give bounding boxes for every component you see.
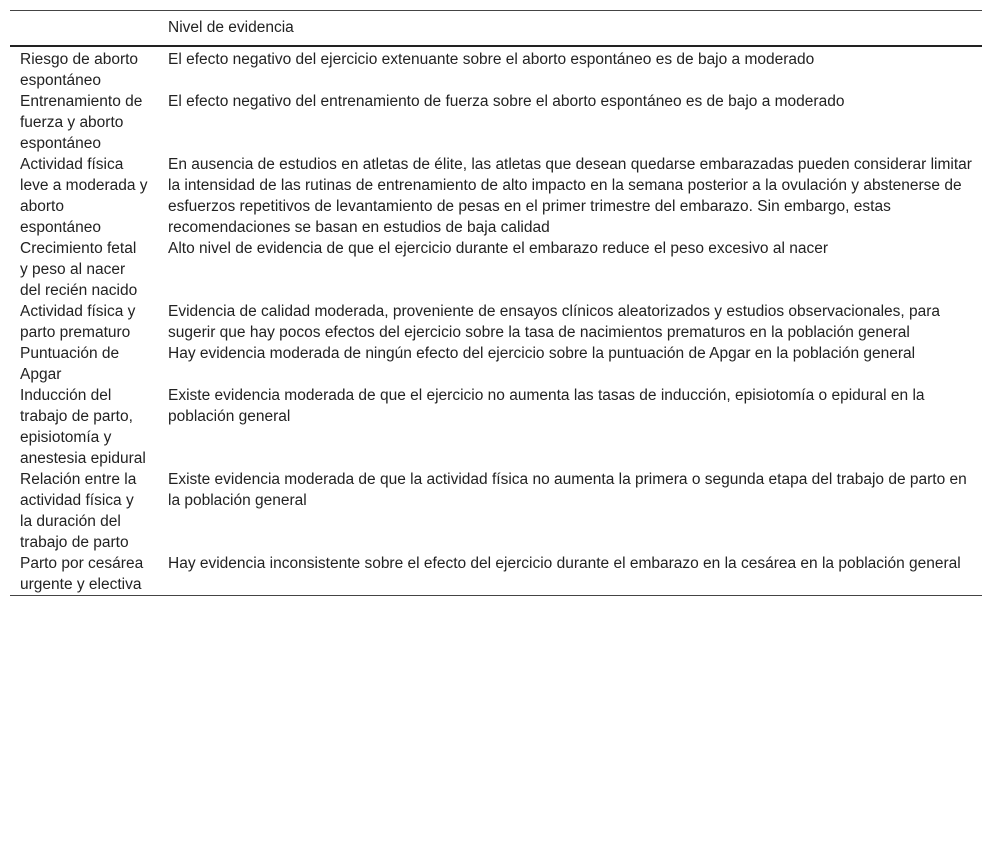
row-evidence: Hay evidencia moderada de ningún efecto del ejercicio sobre la puntuación de Apgar en la población general bbox=[168, 345, 916, 362]
row-evidence: Existe evidencia moderada de que el ejercicio no aumenta las tasas de inducción, episiotomía o epidural en la población general bbox=[168, 387, 925, 425]
table-row bbox=[10, 553, 982, 596]
table-row bbox=[10, 469, 982, 553]
table-row bbox=[10, 385, 982, 469]
table-row bbox=[10, 301, 982, 343]
table-header bbox=[10, 11, 982, 47]
row-evidence: Hay evidencia inconsistente sobre el efecto del ejercicio durante el embarazo en la cesárea en la población general bbox=[168, 555, 961, 572]
table-body bbox=[10, 46, 982, 596]
row-topic: Puntuación de Apgar bbox=[20, 345, 120, 383]
row-topic: Entrenamiento de fuerza y aborto espontáneo bbox=[20, 93, 143, 152]
row-topic: Crecimiento fetal y peso al nacer del recién nacido bbox=[20, 240, 138, 299]
row-topic: Riesgo de aborto espontáneo bbox=[20, 51, 139, 89]
table-row bbox=[10, 154, 982, 238]
row-evidence: En ausencia de estudios en atletas de élite, las atletas que desean quedarse embarazadas pueden considerar limitar la intensidad de las rutinas de entrenamiento de alto impacto en la semana posterior a la ovulación y abstenerse de esfuerzos repetitivos de levantamiento de pesas en el primer trimestre del embarazo. Sin embargo, estas recomendaciones se basan en estudios de baja calidad bbox=[168, 156, 972, 236]
table-row bbox=[10, 91, 982, 154]
row-topic: Relación entre la actividad física y la duración del trabajo de parto bbox=[20, 471, 137, 551]
row-topic: Actividad física leve a moderada y aborto espontáneo bbox=[20, 156, 148, 236]
row-evidence: El efecto negativo del ejercicio extenuante sobre el aborto espontáneo es de bajo a moderado bbox=[168, 51, 815, 68]
table-row bbox=[10, 46, 982, 91]
header-evidence-level: Nivel de evidencia bbox=[158, 11, 982, 47]
row-evidence: Alto nivel de evidencia de que el ejercicio durante el embarazo reduce el peso excesivo al nacer bbox=[168, 240, 829, 257]
row-evidence: Existe evidencia moderada de que la actividad física no aumenta la primera o segunda etapa del trabajo de parto en la población general bbox=[168, 471, 967, 509]
row-topic: Parto por cesárea urgente y electiva bbox=[20, 555, 144, 593]
row-topic: Inducción del trabajo de parto, episiotomía y anestesia epidural bbox=[20, 387, 146, 467]
header-topic bbox=[10, 11, 158, 47]
row-evidence: El efecto negativo del entrenamiento de fuerza sobre el aborto espontáneo es de bajo a moderado bbox=[168, 93, 845, 110]
evidence-table bbox=[10, 10, 982, 596]
table-row bbox=[10, 238, 982, 301]
header-row bbox=[10, 11, 982, 47]
row-evidence: Evidencia de calidad moderada, proveniente de ensayos clínicos aleatorizados y estudios observacionales, para sugerir que hay pocos efectos del ejercicio sobre la tasa de nacimientos prematuros en la población general bbox=[168, 303, 941, 341]
table-row bbox=[10, 343, 982, 385]
row-topic: Actividad física y parto prematuro bbox=[20, 303, 136, 341]
